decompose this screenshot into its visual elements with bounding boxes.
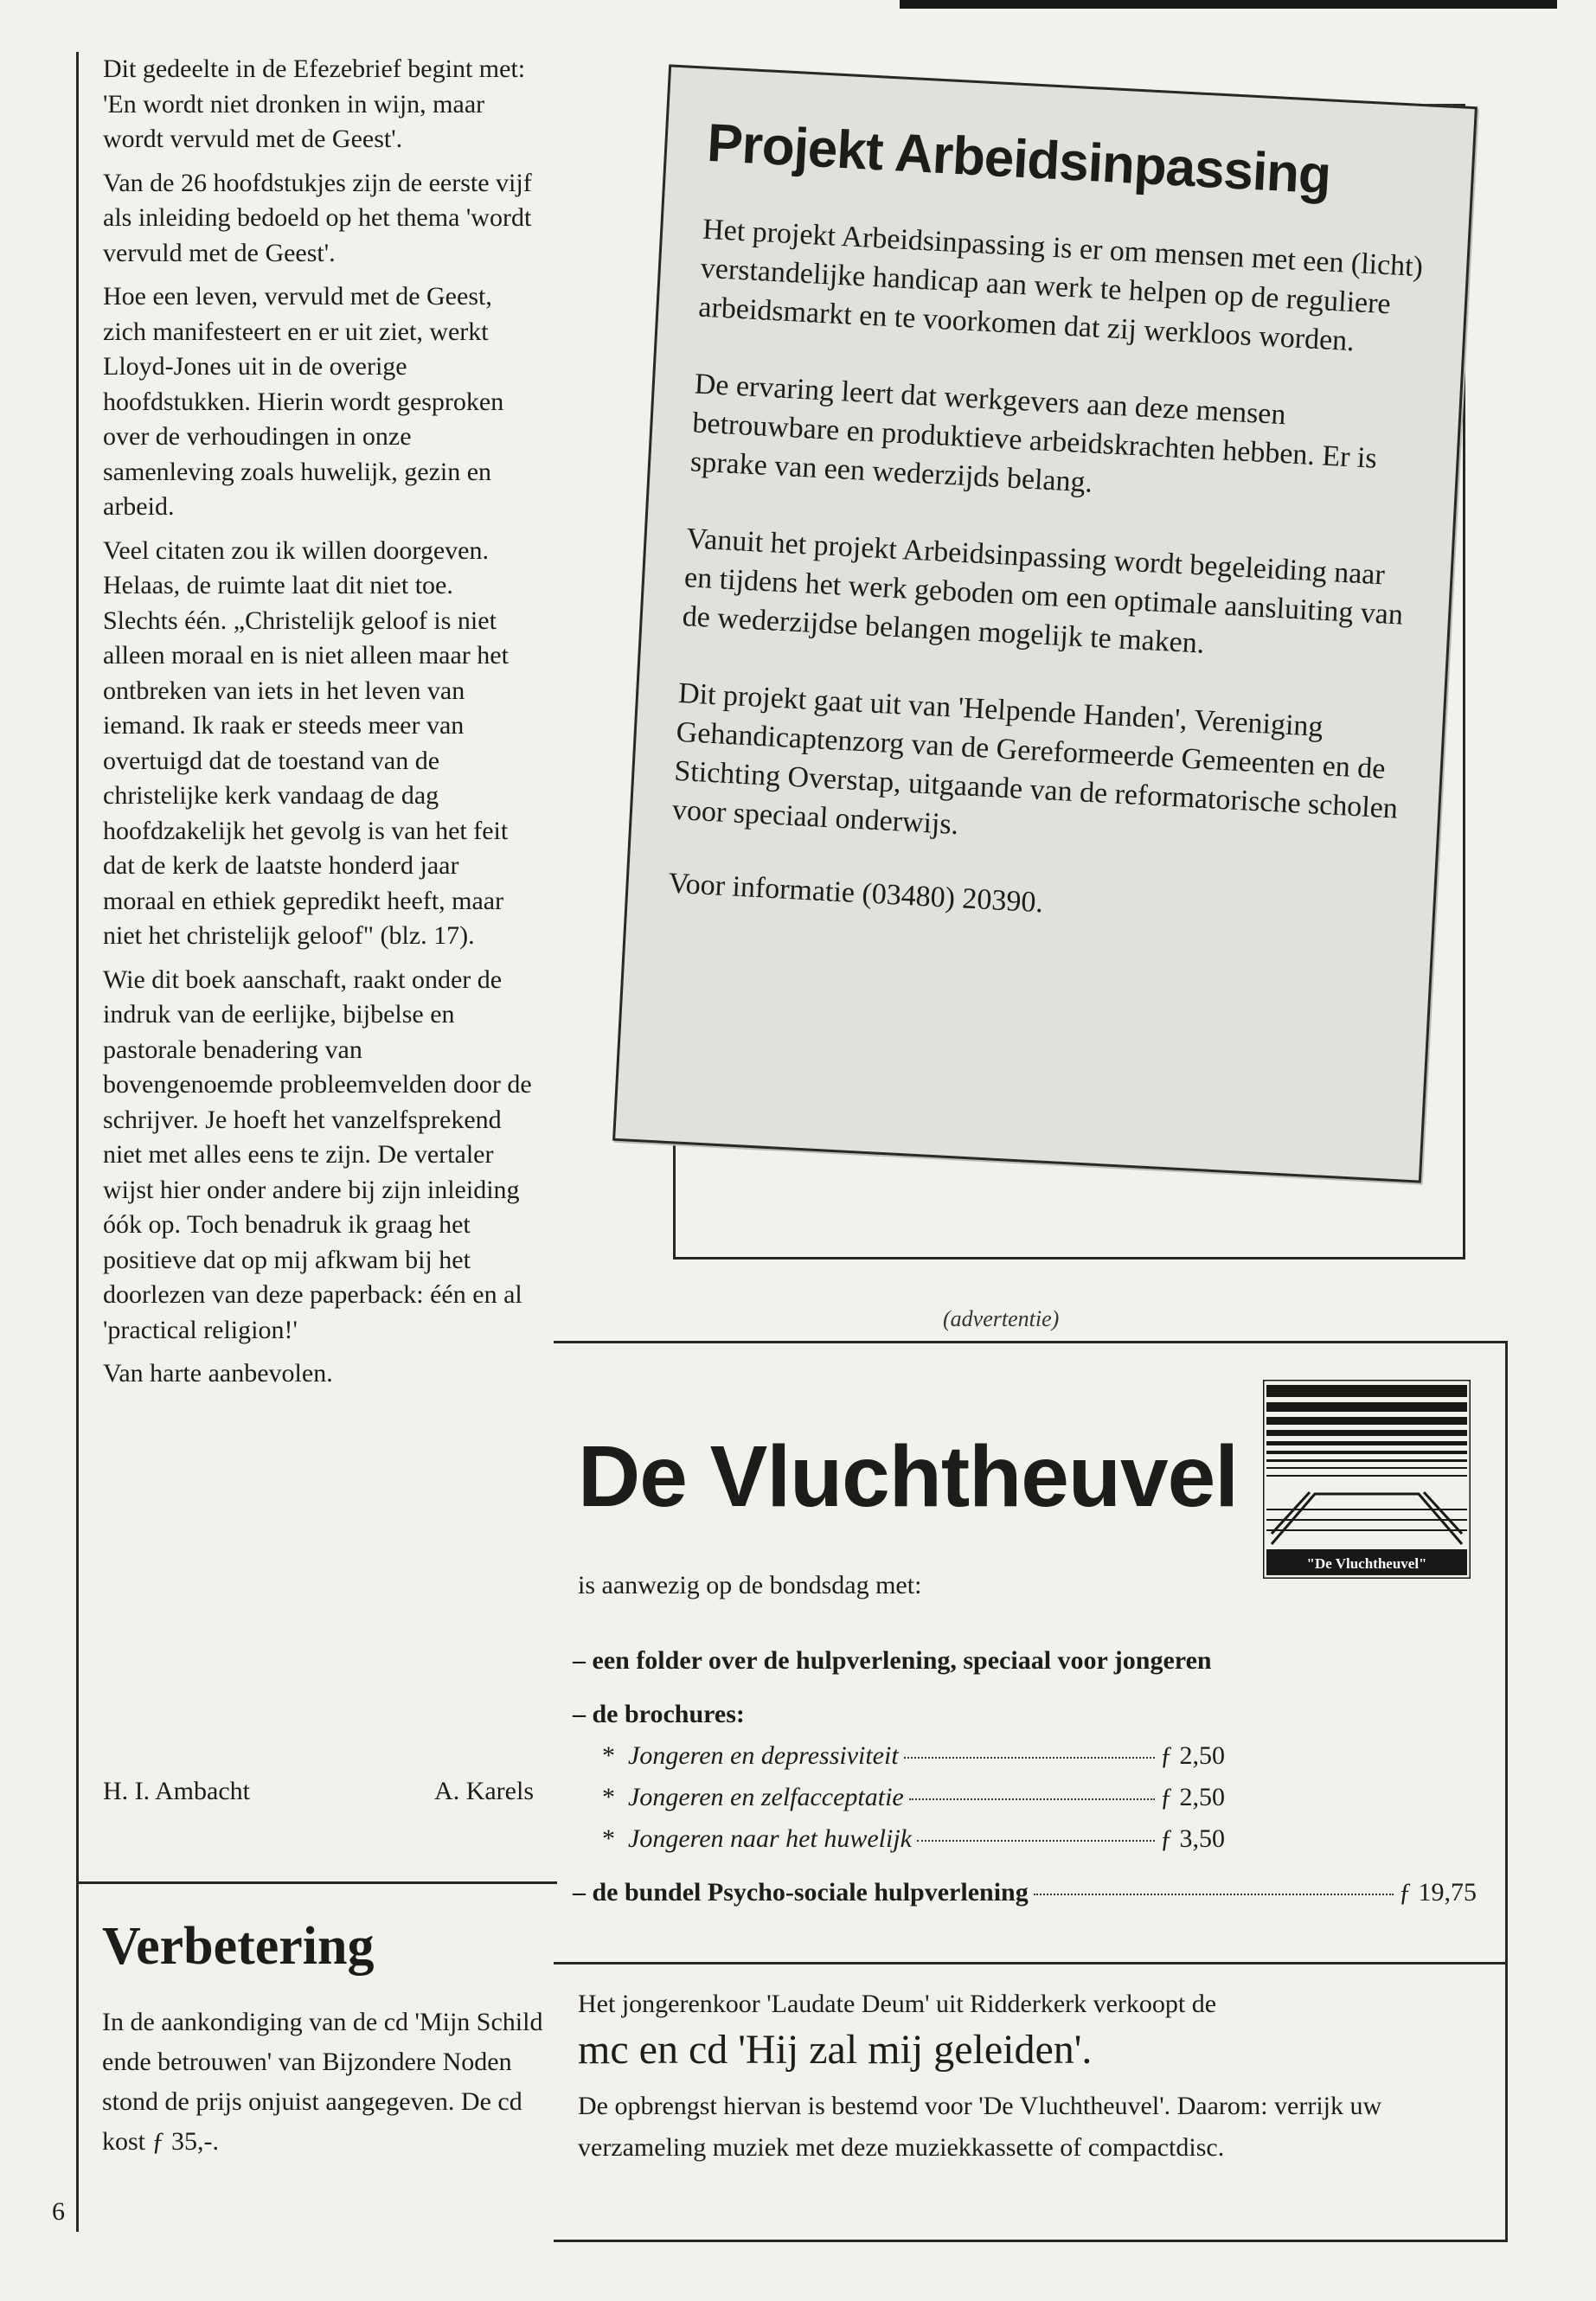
ad-arbeidsinpassing <box>612 64 1477 1183</box>
choir-intro: Het jongerenkoor 'Laudate Deum' uit Ridderkerk verkoopt de <box>578 1990 1217 2018</box>
ad-arbeid-paragraph: De ervaring leert dat werkgevers aan deze mensen betrouwbare en produktieve arbeidskrachten hebben. Er is sprake van een wederzijds belang. <box>689 368 1378 499</box>
list-item-bundle <box>573 1878 1477 1907</box>
choir-product: mc en cd 'Hij zal mij geleiden'. <box>578 2027 1093 2073</box>
advert-label: (advertentie) <box>943 1306 1060 1331</box>
correction-text <box>102 2003 543 2162</box>
bullet-star-icon: * <box>602 1741 615 1770</box>
leader-dots <box>917 1840 1155 1842</box>
review-paragraph: Van de 26 hoofdstukjes zijn de eerste vijf als inleiding bedoeld op het thema 'wordt vervuld met de Geest'. <box>103 168 532 267</box>
brochure-item <box>602 1783 1225 1812</box>
brochure-price: ƒ 2,50 <box>1160 1783 1225 1811</box>
list-item-brochures: – de brochures: <box>573 1700 745 1728</box>
review-paragraph: Dit gedeelte in de Efezebrief begint met: 'En wordt niet dronken in wijn, maar wordt vervuld met de Geest'. <box>103 54 526 153</box>
bundle-price: ƒ 19,75 <box>1399 1878 1477 1907</box>
review-paragraph: Hoe een leven, vervuld met de Geest, zich manifesteert en er uit ziet, werkt Lloyd-Jones uit in de overige hoofdstukken. Hierin wordt gesproken over de verhoudingen in onze samenleving zoals huwelijk, gezin en arbeid. <box>103 282 504 521</box>
bullet-star-icon: * <box>602 1783 615 1811</box>
brochure-title: Jongeren en zelfacceptatie <box>628 1783 904 1811</box>
ad-arbeid-content <box>668 112 1435 939</box>
review-text <box>103 52 535 1400</box>
leader-dots <box>909 1798 1155 1800</box>
ad-vluchtheuvel-divider <box>554 1962 1508 1965</box>
brochure-title: Jongeren en depressiviteit <box>628 1741 899 1770</box>
leader-dots <box>904 1757 1155 1759</box>
page-number: 6 <box>52 2197 65 2226</box>
vluchtheuvel-logo <box>1263 1380 1471 1579</box>
choir-details: De opbrengst hiervan is bestemd voor 'De Vluchtheuvel'. Daarom: verrijk uw verzameling muziek met deze muziekkassette of compactdisc. <box>578 2092 1382 2162</box>
top-rule <box>900 0 1557 9</box>
ad-arbeid-paragraph: Het projekt Arbeidsinpassing is er om mensen met een (licht) verstandelijke handicap aan werk te helpen op de reguliere arbeidsmarkt en te voorkomen dat zij werkloos worden. <box>697 213 1424 358</box>
brochure-price: ƒ 2,50 <box>1160 1741 1225 1770</box>
brochure-item <box>602 1741 1225 1771</box>
review-paragraph: Slechts één. „Christelijk geloof is niet alleen moraal en is niet alleen maar het ontbreken van iets in het leven van iemand. Ik raak er steeds meer van overtuigd dat de toestand van de christelijke kerk vandaag de dag hoofdzakelijk het gevolg is van het feit dat de kerk de laatste honderd jaar moraal en ethiek gepredikt heeft, maar niet het christelijk geloof" (blz. 17). <box>103 606 509 950</box>
correction-paragraph: In de aankondiging van de cd 'Mijn Schild ende betrouwen' van Bijzondere Noden stond de prijs onjuist aangegeven. De cd kost ƒ 35,-. <box>102 2008 543 2156</box>
bundle-title: – de bundel Psycho-sociale hulpverlening <box>573 1878 1029 1907</box>
correction-box <box>78 1890 555 2232</box>
ad-vluchtheuvel-title: De Vluchtheuvel <box>578 1428 1238 1525</box>
signatures <box>103 1777 534 1806</box>
brochure-title: Jongeren naar het huwelijk <box>628 1824 912 1853</box>
ad-arbeid-paragraph: Vanuit het projekt Arbeidsinpassing wordt begeleiding naar en tijdens het werk geboden om een optimale aansluiting van de wederzijdse belangen mogelijk te maken. <box>681 522 1404 660</box>
ad-arbeid-contact: Voor informatie (03480) 20390. <box>667 867 1044 920</box>
brochure-item <box>602 1824 1225 1854</box>
signature-right: A. Karels <box>434 1777 534 1805</box>
review-paragraph: Van harte aanbevolen. <box>103 1359 333 1388</box>
bullet-star-icon: * <box>602 1824 615 1853</box>
ad-vluchtheuvel-list <box>573 1646 1477 1932</box>
section-divider <box>76 1881 557 1884</box>
review-paragraph: Veel citaten zou ik willen doorgeven. Helaas, de ruimte laat dit niet toe. <box>103 535 489 599</box>
ad-vluchtheuvel-presence: is aanwezig op de bondsdag met: <box>578 1571 922 1599</box>
logo-caption: "De Vluchtheuvel" <box>1306 1555 1427 1572</box>
ad-arbeid-paragraph: Dit projekt gaat uit van 'Helpende Handen', Vereniging Gehandicaptenzorg van de Gereformeerde Gemeenten en de Stichting Overstap, uitgaande van de reformatorische scholen voor speciaal onderwijs. <box>671 676 1399 842</box>
correction-title: Verbetering <box>102 1917 375 1976</box>
signature-left: H. I. Ambacht <box>103 1777 250 1805</box>
list-item-folder: – een folder over de hulpverlening, speciaal voor jongeren <box>573 1646 1212 1675</box>
leader-dots <box>1034 1894 1394 1895</box>
review-paragraph: Wie dit boek aanschaft, raakt onder de indruk van de eerlijke, bijbelse en pastorale benadering van bovengenoemde probleemvelden door de schrijver. Je hoeft het vanzelfsprekend niet met alles eens te zijn. De vertaler wijst hier onder andere bij zijn inleiding óók op. Toch benadruk ik graag het positieve dat op mij afkwam bij het doorlezen van deze paperback: één en al 'practical religion!' <box>103 965 532 1344</box>
choir-section <box>578 1990 1495 2169</box>
brochure-price: ƒ 3,50 <box>1160 1824 1225 1853</box>
ad-arbeid-title: Projekt Arbeidsinpassing <box>705 112 1332 206</box>
